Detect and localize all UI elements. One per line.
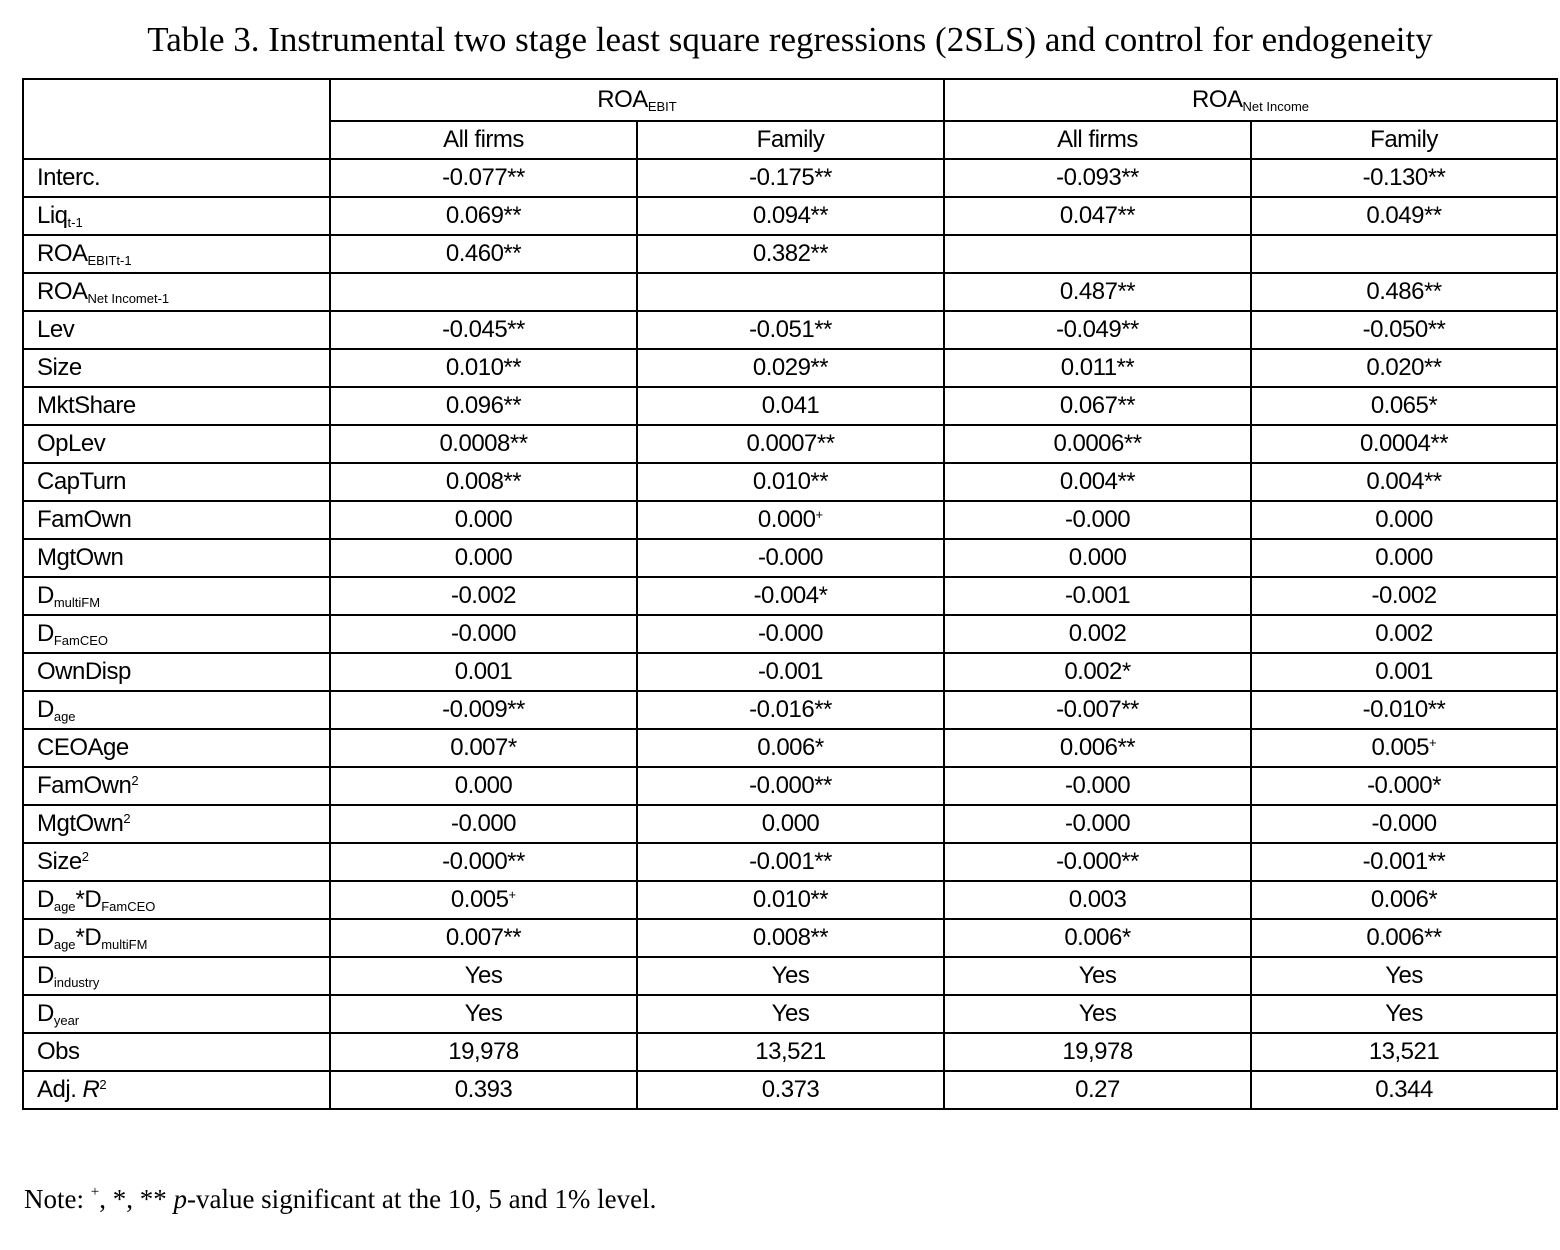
table-row	[23, 501, 1557, 539]
value-cell: 0.460**	[330, 235, 637, 273]
value-cell: -0.000	[330, 805, 637, 843]
row-label-text: Obs	[37, 1038, 80, 1065]
table-row	[23, 995, 1557, 1033]
value-cell: -0.001	[944, 577, 1251, 615]
row-label	[23, 653, 330, 691]
row-label-superscript: 2	[99, 1077, 107, 1092]
row-label-text: FamOwn	[37, 772, 132, 799]
value-cell: 0.0004**	[1251, 425, 1557, 463]
row-label-superscript: 2	[81, 849, 89, 864]
row-label-superscript: 2	[131, 773, 139, 788]
value-cell: -0.000*	[1251, 767, 1557, 805]
value-cell: -0.000	[944, 767, 1251, 805]
row-label-subscript: FamCEO	[101, 899, 156, 914]
value-cell: 0.000	[330, 539, 637, 577]
value-cell: 0.020**	[1251, 349, 1557, 387]
row-label-text: *D	[75, 886, 102, 913]
table-row	[23, 729, 1557, 767]
row-label-text: ROA	[37, 278, 88, 305]
value-cell: 0.006*	[637, 729, 944, 767]
value-cell: Yes	[944, 995, 1251, 1033]
row-label-text: FamOwn	[37, 506, 132, 533]
value-cell	[637, 501, 944, 539]
value-cell: -0.051**	[637, 311, 944, 349]
value-cell	[944, 235, 1251, 273]
sub-header-cell: Family	[1251, 121, 1557, 159]
value-cell: 0.010**	[330, 349, 637, 387]
value-cell: 13,521	[637, 1033, 944, 1071]
table-row	[23, 1071, 1557, 1109]
value-cell: -0.001	[637, 653, 944, 691]
value-cell	[330, 881, 637, 919]
value-cell: -0.175**	[637, 159, 944, 197]
value-cell: 0.069**	[330, 197, 637, 235]
significance-plus: +	[1429, 735, 1437, 750]
value-cell: Yes	[637, 995, 944, 1033]
value-cell: 0.007**	[330, 919, 637, 957]
row-label-text: *D	[75, 924, 102, 951]
row-label	[23, 881, 330, 919]
value-cell: -0.010**	[1251, 691, 1557, 729]
table-row	[23, 539, 1557, 577]
value-cell: -0.001**	[1251, 843, 1557, 881]
row-label-subscript: age	[53, 709, 76, 724]
value-cell: 0.041	[637, 387, 944, 425]
value-cell: -0.000	[637, 539, 944, 577]
row-label-text: MgtOwn	[37, 544, 124, 571]
note-plus: +	[90, 1184, 100, 1200]
row-label	[23, 425, 330, 463]
value-cell: 0.006*	[1251, 881, 1557, 919]
note-suffix: -value significant at the 10, 5 and 1% level.	[186, 1184, 657, 1214]
value-cell: 0.006*	[944, 919, 1251, 957]
value-cell: 0.487**	[944, 273, 1251, 311]
table-row	[23, 653, 1557, 691]
row-label	[23, 805, 330, 843]
table-row	[23, 843, 1557, 881]
value-cell: 0.000	[637, 805, 944, 843]
value-cell: -0.077**	[330, 159, 637, 197]
row-label	[23, 463, 330, 501]
value-cell: -0.045**	[330, 311, 637, 349]
value-cell: 0.010**	[637, 881, 944, 919]
value-cell: 0.008**	[330, 463, 637, 501]
value-cell: 0.008**	[637, 919, 944, 957]
value-cell: 13,521	[1251, 1033, 1557, 1071]
value-cell: -0.004*	[637, 577, 944, 615]
row-label	[23, 387, 330, 425]
row-label	[23, 349, 330, 387]
value-cell: 0.486**	[1251, 273, 1557, 311]
row-label-subscript: Net Incomet-1	[87, 291, 170, 306]
value-cell: -0.001**	[637, 843, 944, 881]
value-cell: -0.130**	[1251, 159, 1557, 197]
value-cell: 0.006**	[1251, 919, 1557, 957]
group-header-base: ROA	[597, 86, 648, 113]
table-row	[23, 919, 1557, 957]
value-cell: Yes	[637, 957, 944, 995]
row-label-text: MgtOwn	[37, 810, 124, 837]
value-cell: 0.006**	[944, 729, 1251, 767]
group-header-sub: EBIT	[647, 99, 677, 114]
value-cell	[330, 273, 637, 311]
table-row	[23, 767, 1557, 805]
value-cell: -0.002	[330, 577, 637, 615]
value-cell: 19,978	[330, 1033, 637, 1071]
row-label-text: CEOAge	[37, 734, 129, 761]
sub-header-cell: All firms	[944, 121, 1251, 159]
table-row	[23, 349, 1557, 387]
value-cell: 0.000	[1251, 501, 1557, 539]
row-label-text: D	[37, 620, 54, 647]
row-label-text: MktShare	[37, 392, 136, 419]
value-cell: -0.002	[1251, 577, 1557, 615]
value-cell: -0.000	[944, 805, 1251, 843]
row-label-subscript: age	[53, 937, 76, 952]
value-cell: 0.0006**	[944, 425, 1251, 463]
value-cell	[1251, 729, 1557, 767]
row-label-text: Size	[37, 354, 82, 381]
value-cell: 0.000	[330, 501, 637, 539]
row-label-text: ROA	[37, 240, 88, 267]
row-label	[23, 843, 330, 881]
value-cell: 0.065*	[1251, 387, 1557, 425]
table-row	[23, 463, 1557, 501]
value-cell: 0.067**	[944, 387, 1251, 425]
row-label	[23, 235, 330, 273]
row-label	[23, 577, 330, 615]
row-label-text: Adj.	[37, 1076, 83, 1103]
row-label	[23, 691, 330, 729]
table-row	[23, 1033, 1557, 1071]
value-cell: Yes	[330, 957, 637, 995]
value-cell: 0.373	[637, 1071, 944, 1109]
table-row	[23, 159, 1557, 197]
row-label-text: D	[37, 924, 54, 951]
row-label-text: Lev	[37, 316, 75, 343]
row-label-subscript: industry	[53, 975, 100, 990]
row-label-subscript: multiFM	[53, 595, 101, 610]
value-cell: 0.393	[330, 1071, 637, 1109]
row-label-subscript: year	[53, 1013, 80, 1028]
row-label	[23, 539, 330, 577]
value-cell: -0.009**	[330, 691, 637, 729]
value-cell: -0.016**	[637, 691, 944, 729]
value-cell: 0.004**	[944, 463, 1251, 501]
table-row	[23, 577, 1557, 615]
value-cell: 0.344	[1251, 1071, 1557, 1109]
value-cell: 0.049**	[1251, 197, 1557, 235]
row-label	[23, 615, 330, 653]
value-cell: 0.000	[330, 767, 637, 805]
note-stars: , *, **	[99, 1184, 174, 1214]
value-cell: 0.27	[944, 1071, 1251, 1109]
row-label	[23, 159, 330, 197]
table-row	[23, 273, 1557, 311]
value-cell: -0.000	[330, 615, 637, 653]
row-label	[23, 197, 330, 235]
note-p: p	[173, 1184, 187, 1214]
table-row	[23, 691, 1557, 729]
value-cell: 0.047**	[944, 197, 1251, 235]
value-cell: 0.094**	[637, 197, 944, 235]
value-cell: 0.000	[944, 539, 1251, 577]
group-header-row	[23, 79, 1557, 121]
table-row	[23, 197, 1557, 235]
row-label	[23, 919, 330, 957]
value-cell: 0.0007**	[637, 425, 944, 463]
row-label-text: D	[37, 696, 54, 723]
row-label-subscript: FamCEO	[53, 633, 109, 648]
group-header-roa-ebit	[330, 79, 944, 121]
table-row	[23, 387, 1557, 425]
row-label	[23, 957, 330, 995]
row-label-text: Liq	[37, 202, 68, 229]
value-cell: Yes	[1251, 995, 1557, 1033]
value-cell: 0.010**	[637, 463, 944, 501]
value-cell: -0.000**	[330, 843, 637, 881]
table-row	[23, 957, 1557, 995]
value-cell: 0.0008**	[330, 425, 637, 463]
table-body	[23, 79, 1557, 1109]
row-label-text: OwnDisp	[37, 658, 131, 685]
value-cell: 0.096**	[330, 387, 637, 425]
row-label	[23, 311, 330, 349]
value-cell: 0.382**	[637, 235, 944, 273]
row-label-text: Interc.	[37, 164, 101, 191]
value-cell: -0.007**	[944, 691, 1251, 729]
value-cell: -0.000**	[944, 843, 1251, 881]
value-cell: Yes	[330, 995, 637, 1033]
value-text: 0.005	[450, 886, 509, 913]
value-cell: -0.049**	[944, 311, 1251, 349]
table-row	[23, 805, 1557, 843]
group-header-sub: Net Income	[1242, 99, 1310, 114]
row-label-subscript: t-1	[67, 215, 83, 230]
row-label-subscript: EBITt-1	[87, 253, 132, 268]
value-cell: 0.011**	[944, 349, 1251, 387]
row-label-text: D	[37, 582, 54, 609]
row-label	[23, 273, 330, 311]
value-cell: -0.000	[1251, 805, 1557, 843]
table-row	[23, 235, 1557, 273]
row-label-subscript: multiFM	[101, 937, 148, 952]
value-text: 0.005	[1371, 734, 1429, 761]
table-title: Table 3. Instrumental two stage least square regressions (2SLS) and control for endogeneity	[147, 20, 1433, 59]
row-label-text: Size	[37, 848, 82, 875]
row-label-subscript: age	[53, 899, 76, 914]
table-row	[23, 425, 1557, 463]
table-row	[23, 881, 1557, 919]
value-cell: -0.000	[637, 615, 944, 653]
row-label-superscript: 2	[123, 811, 131, 826]
row-label	[23, 767, 330, 805]
row-label-text: CapTurn	[37, 468, 126, 495]
group-header-roa-net-income	[944, 79, 1557, 121]
row-label-text: D	[37, 962, 54, 989]
value-cell: -0.093**	[944, 159, 1251, 197]
value-cell: Yes	[1251, 957, 1557, 995]
sub-header-cell: Family	[637, 121, 944, 159]
table-row	[23, 615, 1557, 653]
sub-header-cell: All firms	[330, 121, 637, 159]
row-label-italic: R	[82, 1076, 100, 1103]
value-cell: 0.002*	[944, 653, 1251, 691]
value-cell: 0.001	[1251, 653, 1557, 691]
value-cell: 0.029**	[637, 349, 944, 387]
row-label	[23, 1071, 330, 1109]
row-label	[23, 995, 330, 1033]
value-cell: -0.050**	[1251, 311, 1557, 349]
value-cell: 19,978	[944, 1033, 1251, 1071]
value-cell: 0.003	[944, 881, 1251, 919]
regression-table	[22, 78, 1558, 1110]
note-prefix: Note:	[24, 1184, 91, 1214]
corner-cell	[23, 79, 330, 159]
row-label-text: OpLev	[37, 430, 106, 457]
value-cell: -0.000**	[637, 767, 944, 805]
value-cell: -0.000	[944, 501, 1251, 539]
table-note	[24, 1174, 656, 1217]
value-cell: Yes	[944, 957, 1251, 995]
value-cell	[1251, 235, 1557, 273]
value-cell: 0.002	[1251, 615, 1557, 653]
value-cell	[637, 273, 944, 311]
value-cell: 0.002	[944, 615, 1251, 653]
significance-plus: +	[815, 507, 824, 522]
row-label	[23, 729, 330, 767]
value-cell: 0.000	[1251, 539, 1557, 577]
table-row	[23, 311, 1557, 349]
value-text: 0.000	[757, 506, 816, 533]
group-header-base: ROA	[1192, 86, 1243, 113]
value-cell: 0.007*	[330, 729, 637, 767]
row-label-text: D	[37, 886, 54, 913]
row-label-text: D	[37, 1000, 54, 1027]
value-cell: 0.004**	[1251, 463, 1557, 501]
row-label	[23, 501, 330, 539]
row-label	[23, 1033, 330, 1071]
significance-plus: +	[508, 887, 517, 902]
value-cell: 0.001	[330, 653, 637, 691]
